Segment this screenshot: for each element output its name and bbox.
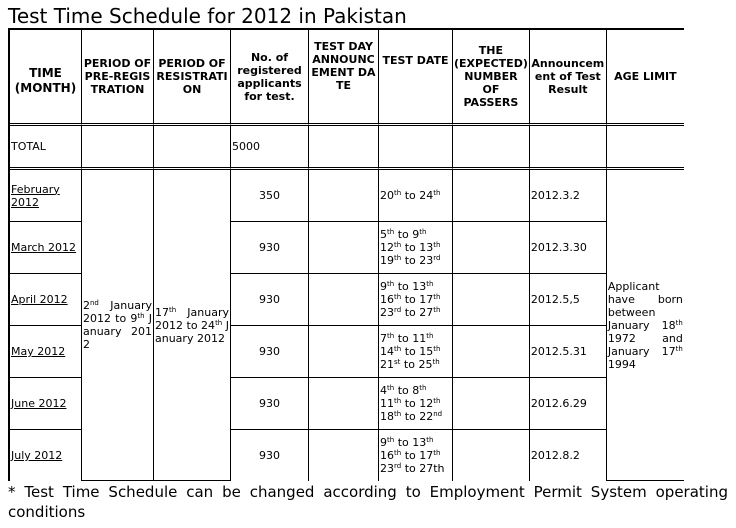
month-cell — [10, 170, 82, 222]
date-start-day: 19 — [380, 254, 394, 267]
date-start-day: 11 — [380, 397, 394, 410]
total-age-limit — [607, 126, 684, 170]
footnote: * Test Time Schedule can be changed according to Employment Permit System operating conditions — [8, 483, 728, 521]
date-start-suffix: th — [394, 293, 402, 301]
date-end-day: 27 — [419, 306, 434, 319]
date-start-suffix: th — [394, 345, 402, 353]
total-pre-registration — [82, 126, 154, 170]
header-pre-registration: PERIOD OF PRE-REGISTRATION — [82, 30, 154, 126]
total-announce-date — [309, 126, 379, 170]
date-end-day: 27th — [419, 462, 445, 475]
month-link[interactable]: March 2012 — [11, 241, 77, 254]
registration-end-suffix: th — [215, 318, 223, 327]
date-end-suffix: th — [432, 358, 440, 366]
date-start-day: 16 — [380, 293, 394, 306]
test-date-cell — [379, 326, 453, 378]
registration-start-day: 17 — [155, 305, 169, 319]
month-link[interactable]: June 2012 — [11, 397, 67, 410]
applicants-cell: 930 — [231, 378, 309, 430]
date-to: to — [404, 254, 416, 267]
date-start-suffix: th — [387, 436, 395, 444]
date-end-suffix: th — [433, 241, 441, 249]
table-row — [10, 170, 684, 222]
date-end-suffix: th — [433, 293, 441, 301]
date-start-suffix: st — [394, 358, 401, 366]
date-end-day: 25 — [418, 358, 433, 371]
passers-cell — [453, 222, 530, 274]
date-end-day: 17 — [419, 293, 434, 306]
date-end-day: 17 — [419, 449, 434, 462]
date-to: to — [404, 462, 416, 475]
date-to: to — [404, 397, 416, 410]
test-date-range — [380, 462, 451, 475]
date-end-suffix: th — [433, 189, 441, 197]
date-to: to — [404, 449, 416, 462]
test-date-range — [380, 358, 451, 371]
month-link[interactable]: July 2012 — [11, 449, 63, 462]
header-announce-date: TEST DAY ANNOUNCEMENT DATE — [309, 30, 379, 126]
date-end-suffix: rd — [433, 254, 441, 262]
total-passers — [453, 126, 530, 170]
date-end-day: 9 — [412, 228, 420, 241]
result-date-cell: 2012.6.29 — [530, 378, 607, 430]
date-start-day: 18 — [380, 410, 394, 423]
date-end-day: 15 — [419, 345, 434, 358]
date-to: to — [397, 332, 409, 345]
age-limit-text-a: Applicant have born between January 18 — [607, 279, 683, 332]
date-to: to — [397, 384, 409, 397]
month-link[interactable]: April 2012 — [11, 293, 68, 306]
age-limit-sup-b: th — [675, 344, 683, 353]
date-to: to — [397, 436, 409, 449]
result-date-cell: 2012.5.31 — [530, 326, 607, 378]
date-start-day: 23 — [380, 306, 394, 319]
test-date-range — [380, 449, 451, 462]
passers-cell — [453, 274, 530, 326]
date-end-suffix: th — [419, 228, 427, 236]
date-end-suffix: th — [433, 306, 441, 314]
date-end-day: 24 — [419, 189, 434, 202]
date-start-day: 9 — [380, 436, 387, 449]
header-age-limit: AGE LIMIT — [607, 30, 684, 126]
date-to: to — [404, 410, 416, 423]
test-date-range — [380, 436, 451, 449]
date-to: to — [404, 189, 416, 202]
date-end-suffix: th — [426, 332, 434, 340]
date-start-suffix: th — [394, 449, 402, 457]
date-end-day: 13 — [412, 280, 427, 293]
pre-registration-start-day: 2 — [83, 299, 90, 312]
total-registration — [154, 126, 231, 170]
date-to: to — [397, 280, 409, 293]
month-cell — [10, 326, 82, 378]
date-start-suffix: rd — [394, 462, 402, 470]
total-row — [10, 126, 684, 170]
date-to: to — [403, 358, 415, 371]
test-date-range — [380, 280, 451, 293]
pre-registration-start-suffix: nd — [90, 299, 99, 307]
test-date-range — [380, 228, 451, 241]
month-link[interactable]: February 2012 — [11, 182, 60, 209]
date-end-day: 13 — [419, 241, 434, 254]
month-cell — [10, 430, 82, 481]
applicants-cell: 930 — [231, 222, 309, 274]
announce-date-cell — [309, 170, 379, 222]
test-date-range — [380, 410, 451, 423]
pre-registration-mid: January 2012 to 9 — [83, 299, 152, 325]
date-end-day: 23 — [419, 254, 434, 267]
test-date-cell — [379, 222, 453, 274]
date-to: to — [404, 345, 416, 358]
header-test-date: TEST DATE — [379, 30, 453, 126]
date-start-day: 14 — [380, 345, 394, 358]
announce-date-cell — [309, 326, 379, 378]
applicants-cell: 930 — [231, 326, 309, 378]
page-title: Test Time Schedule for 2012 in Pakistan — [8, 4, 407, 28]
passers-cell — [453, 378, 530, 430]
registration-period — [154, 170, 231, 481]
date-start-suffix: rd — [394, 306, 402, 314]
result-date-cell: 2012.3.30 — [530, 222, 607, 274]
date-end-day: 13 — [412, 436, 427, 449]
date-start-suffix: th — [394, 254, 402, 262]
date-start-day: 21 — [380, 358, 394, 371]
date-start-day: 4 — [380, 384, 387, 397]
date-start-day: 9 — [380, 280, 387, 293]
result-date-cell: 2012.3.2 — [530, 170, 607, 222]
pre-registration-end: January 2012 — [83, 312, 153, 351]
result-date-cell: 2012.8.2 — [530, 430, 607, 481]
applicants-cell: 930 — [231, 430, 309, 481]
age-limit-text-b: 1972 and January 17 — [607, 331, 683, 358]
total-result — [530, 126, 607, 170]
header-result: Announcement of Test Result — [530, 30, 607, 126]
test-date-range — [380, 306, 451, 319]
pre-registration-period — [82, 170, 154, 481]
total-applicants: 5000 — [231, 126, 309, 170]
header-passers: THE (EXPECTED) NUMBER OF PASSERS — [453, 30, 530, 126]
month-cell — [10, 274, 82, 326]
date-end-suffix: th — [433, 345, 441, 353]
date-start-suffix: th — [387, 332, 395, 340]
date-start-suffix: th — [394, 241, 402, 249]
test-date-cell — [379, 170, 453, 222]
date-end-suffix: th — [426, 280, 434, 288]
test-date-range — [380, 345, 451, 358]
date-end-day: 12 — [419, 397, 434, 410]
total-label: TOTAL — [10, 126, 82, 170]
applicants-cell: 930 — [231, 274, 309, 326]
date-start-day: 20 — [380, 189, 394, 202]
test-date-range — [380, 384, 451, 397]
schedule-table — [8, 28, 684, 481]
month-cell — [10, 222, 82, 274]
test-date-range — [380, 293, 451, 306]
date-to: to — [404, 293, 416, 306]
date-start-suffix: th — [387, 228, 395, 236]
passers-cell — [453, 326, 530, 378]
announce-date-cell — [309, 274, 379, 326]
date-to: to — [397, 228, 409, 241]
header-row — [10, 30, 684, 126]
announce-date-cell — [309, 430, 379, 481]
date-start-suffix: th — [394, 397, 402, 405]
age-limit-cell — [607, 170, 684, 481]
header-time: TIME (MONTH) — [10, 30, 82, 126]
test-date-range — [380, 254, 451, 267]
date-end-suffix: th — [419, 384, 427, 392]
date-start-suffix: th — [394, 410, 402, 418]
date-start-day: 5 — [380, 228, 387, 241]
announce-date-cell — [309, 222, 379, 274]
applicants-cell: 350 — [231, 170, 309, 222]
date-start-day: 7 — [380, 332, 387, 345]
pre-registration-end-suffix: th — [137, 312, 145, 320]
test-date-cell — [379, 430, 453, 481]
month-cell — [10, 378, 82, 430]
date-start-suffix: th — [394, 189, 402, 197]
total-test-date — [379, 126, 453, 170]
test-date-cell — [379, 274, 453, 326]
date-start-day: 12 — [380, 241, 394, 254]
registration-end: January 2012 — [155, 318, 230, 345]
registration-mid: January 2012 to 24 — [155, 305, 229, 332]
date-start-suffix: th — [387, 384, 395, 392]
date-end-day: 8 — [412, 384, 420, 397]
test-date-range — [380, 332, 451, 345]
registration-start-suffix: th — [169, 305, 177, 314]
date-start-day: 16 — [380, 449, 394, 462]
result-date-cell: 2012.5,5 — [530, 274, 607, 326]
age-limit-text-c: 1994 — [607, 357, 636, 371]
date-end-day: 11 — [412, 332, 427, 345]
date-end-day: 22 — [419, 410, 434, 423]
date-end-suffix: th — [426, 436, 434, 444]
test-date-range — [380, 189, 451, 202]
date-end-suffix: th — [433, 449, 441, 457]
date-end-suffix: th — [433, 397, 441, 405]
date-start-day: 23 — [380, 462, 394, 475]
header-registration: PERIOD OF RESISTRATION — [154, 30, 231, 126]
date-to: to — [404, 241, 416, 254]
month-link[interactable]: May 2012 — [11, 345, 66, 358]
passers-cell — [453, 170, 530, 222]
test-date-range — [380, 241, 451, 254]
date-start-suffix: th — [387, 280, 395, 288]
test-date-range — [380, 397, 451, 410]
announce-date-cell — [309, 378, 379, 430]
age-limit-sup-a: th — [675, 318, 683, 327]
date-end-suffix: nd — [433, 410, 443, 418]
passers-cell — [453, 430, 530, 481]
header-applicants: No. of registered applicants for test. — [231, 30, 309, 126]
date-to: to — [404, 306, 416, 319]
test-date-cell — [379, 378, 453, 430]
